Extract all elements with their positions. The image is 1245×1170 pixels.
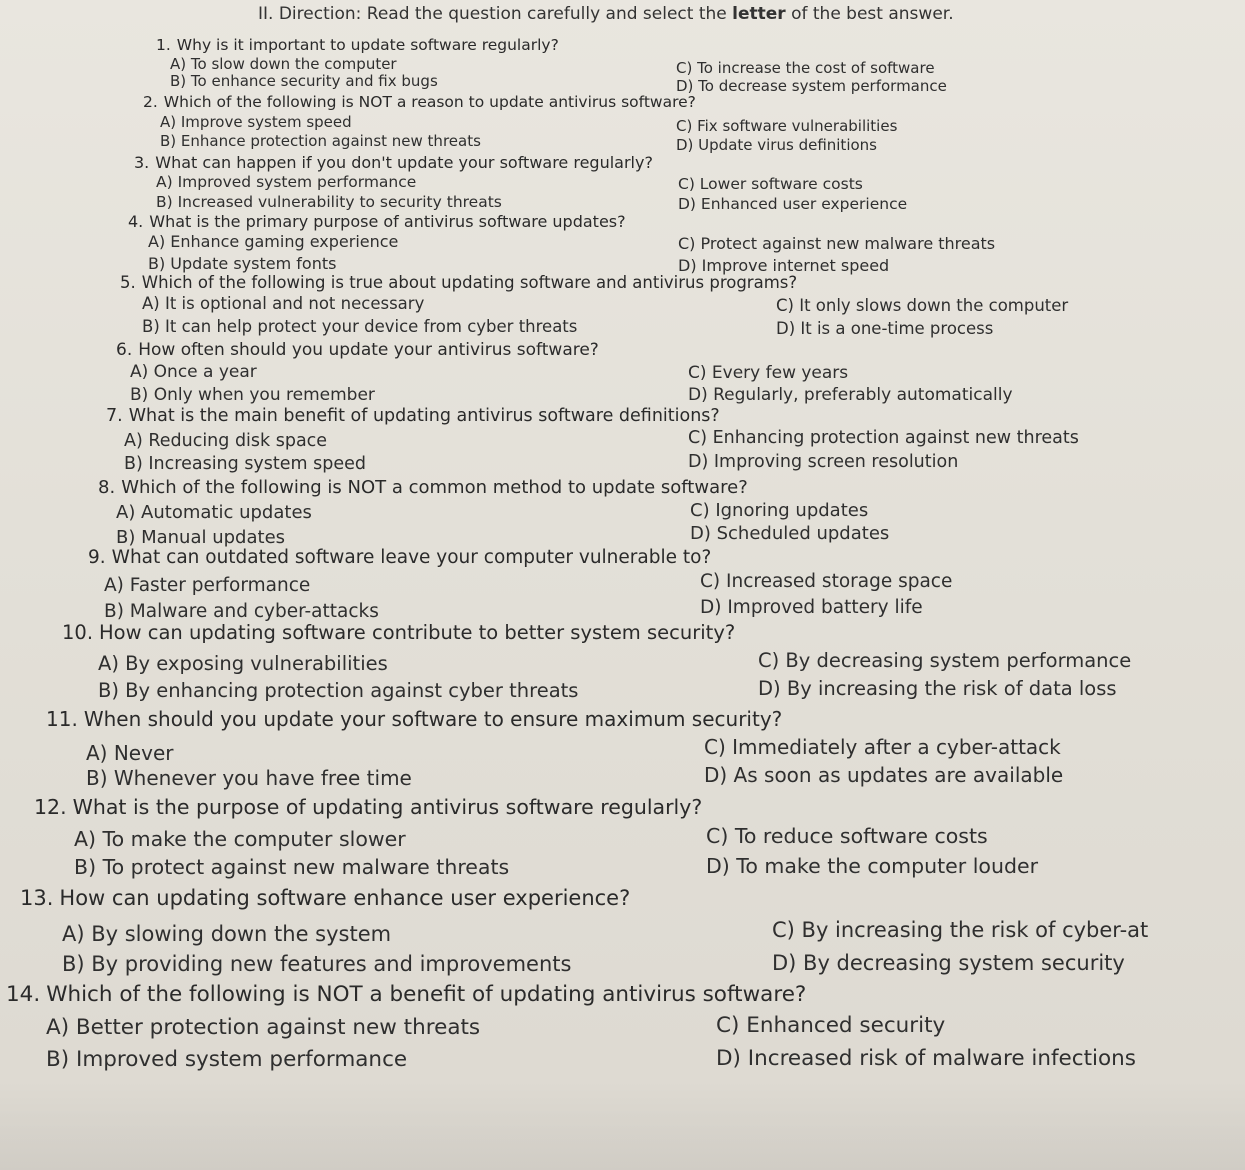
q7-option-c: C) Enhancing protection against new threats <box>688 428 1079 448</box>
q9-option-a: A) Faster performance <box>104 575 311 596</box>
q4-option-d: D) Improve internet speed <box>678 256 890 275</box>
q4-option-a: A) Enhance gaming experience <box>148 232 399 251</box>
q8-option-a: A) Automatic updates <box>116 502 312 523</box>
q11-option-b: B) Whenever you have free time <box>86 766 412 790</box>
q1-option-a: A) To slow down the computer <box>170 55 397 73</box>
direction-prefix: II. Direction: Read the question carefully and select the <box>258 4 733 24</box>
q2-option-d: D) Update virus definitions <box>676 136 877 154</box>
q14-option-d: D) Increased risk of malware infections <box>716 1046 1136 1071</box>
q13-option-a: A) By slowing down the system <box>62 922 392 946</box>
direction-suffix: of the best answer. <box>785 4 954 24</box>
question-13: 13. How can updating software enhance user experience? <box>20 886 631 910</box>
q3-option-a: A) Improved system performance <box>156 173 417 191</box>
direction-heading <box>258 4 954 24</box>
question-4: 4. What is the primary purpose of antivirus software updates? <box>128 212 626 231</box>
q6-option-b: B) Only when you remember <box>130 385 375 405</box>
q4-option-b: B) Update system fonts <box>148 254 337 273</box>
q12-option-a: A) To make the computer slower <box>74 827 406 851</box>
q2-option-b: B) Enhance protection against new threats <box>160 132 481 150</box>
q11-option-c: C) Immediately after a cyber-attack <box>704 735 1061 759</box>
q7-option-a: A) Reducing disk space <box>124 431 328 451</box>
q8-option-d: D) Scheduled updates <box>690 523 890 544</box>
q10-option-c: C) By decreasing system performance <box>758 649 1132 672</box>
question-2: 2. Which of the following is NOT a reason to update antivirus software? <box>143 93 696 111</box>
q6-option-d: D) Regularly, preferably automatically <box>688 385 1013 405</box>
q1-option-d: D) To decrease system performance <box>676 77 947 95</box>
q8-option-b: B) Manual updates <box>116 527 286 548</box>
question-1: 1. Why is it important to update software regularly? <box>156 36 559 54</box>
q3-option-c: C) Lower software costs <box>678 175 863 193</box>
q12-option-b: B) To protect against new malware threats <box>74 855 510 879</box>
page-shadow <box>0 1080 1245 1170</box>
question-12: 12. What is the purpose of updating antivirus software regularly? <box>34 795 703 819</box>
q9-option-b: B) Malware and cyber-attacks <box>104 601 379 622</box>
q2-option-c: C) Fix software vulnerabilities <box>676 117 898 135</box>
q1-option-c: C) To increase the cost of software <box>676 59 935 77</box>
q14-option-c: C) Enhanced security <box>716 1013 946 1038</box>
q8-option-c: C) Ignoring updates <box>690 500 869 521</box>
q12-option-d: D) To make the computer louder <box>706 854 1039 878</box>
question-6: 6. How often should you update your antivirus software? <box>116 340 599 360</box>
question-7: 7. What is the main benefit of updating antivirus software definitions? <box>106 406 720 426</box>
question-8: 8. Which of the following is NOT a common method to update software? <box>98 477 748 498</box>
q2-option-a: A) Improve system speed <box>160 113 352 131</box>
q3-option-b: B) Increased vulnerability to security threats <box>156 193 502 211</box>
q14-option-a: A) Better protection against new threats <box>46 1015 481 1040</box>
question-3: 3. What can happen if you don't update your software regularly? <box>134 153 653 172</box>
q5-option-c: C) It only slows down the computer <box>776 296 1069 315</box>
q6-option-c: C) Every few years <box>688 363 849 383</box>
q13-option-d: D) By decreasing system security <box>772 951 1125 975</box>
q10-option-d: D) By increasing the risk of data loss <box>758 677 1117 700</box>
q1-option-b: B) To enhance security and fix bugs <box>170 72 438 90</box>
q4-option-c: C) Protect against new malware threats <box>678 234 996 253</box>
q9-option-c: C) Increased storage space <box>700 571 953 592</box>
q13-option-b: B) By providing new features and improvements <box>62 952 572 976</box>
q6-option-a: A) Once a year <box>130 362 257 382</box>
q7-option-d: D) Improving screen resolution <box>688 452 959 472</box>
q9-option-d: D) Improved battery life <box>700 597 923 618</box>
q5-option-d: D) It is a one-time process <box>776 319 994 338</box>
question-5: 5. Which of the following is true about updating software and antivirus programs? <box>120 273 798 292</box>
q3-option-d: D) Enhanced user experience <box>678 195 908 213</box>
q5-option-b: B) It can help protect your device from cyber threats <box>142 317 578 336</box>
direction-emphasis: letter <box>732 4 786 24</box>
question-14: 14. Which of the following is NOT a benefit of updating antivirus software? <box>6 982 807 1007</box>
q5-option-a: A) It is optional and not necessary <box>142 294 425 313</box>
q13-option-c: C) By increasing the risk of cyber-at <box>772 918 1149 942</box>
question-10: 10. How can updating software contribute to better system security? <box>62 621 736 644</box>
q12-option-c: C) To reduce software costs <box>706 824 988 848</box>
q11-option-d: D) As soon as updates are available <box>704 763 1064 787</box>
q10-option-a: A) By exposing vulnerabilities <box>98 652 388 675</box>
q11-option-a: A) Never <box>86 741 174 765</box>
question-11: 11. When should you update your software to ensure maximum security? <box>46 707 783 731</box>
q10-option-b: B) By enhancing protection against cyber threats <box>98 679 579 702</box>
question-9: 9. What can outdated software leave your computer vulnerable to? <box>88 547 712 568</box>
q7-option-b: B) Increasing system speed <box>124 454 367 474</box>
q14-option-b: B) Improved system performance <box>46 1047 408 1072</box>
